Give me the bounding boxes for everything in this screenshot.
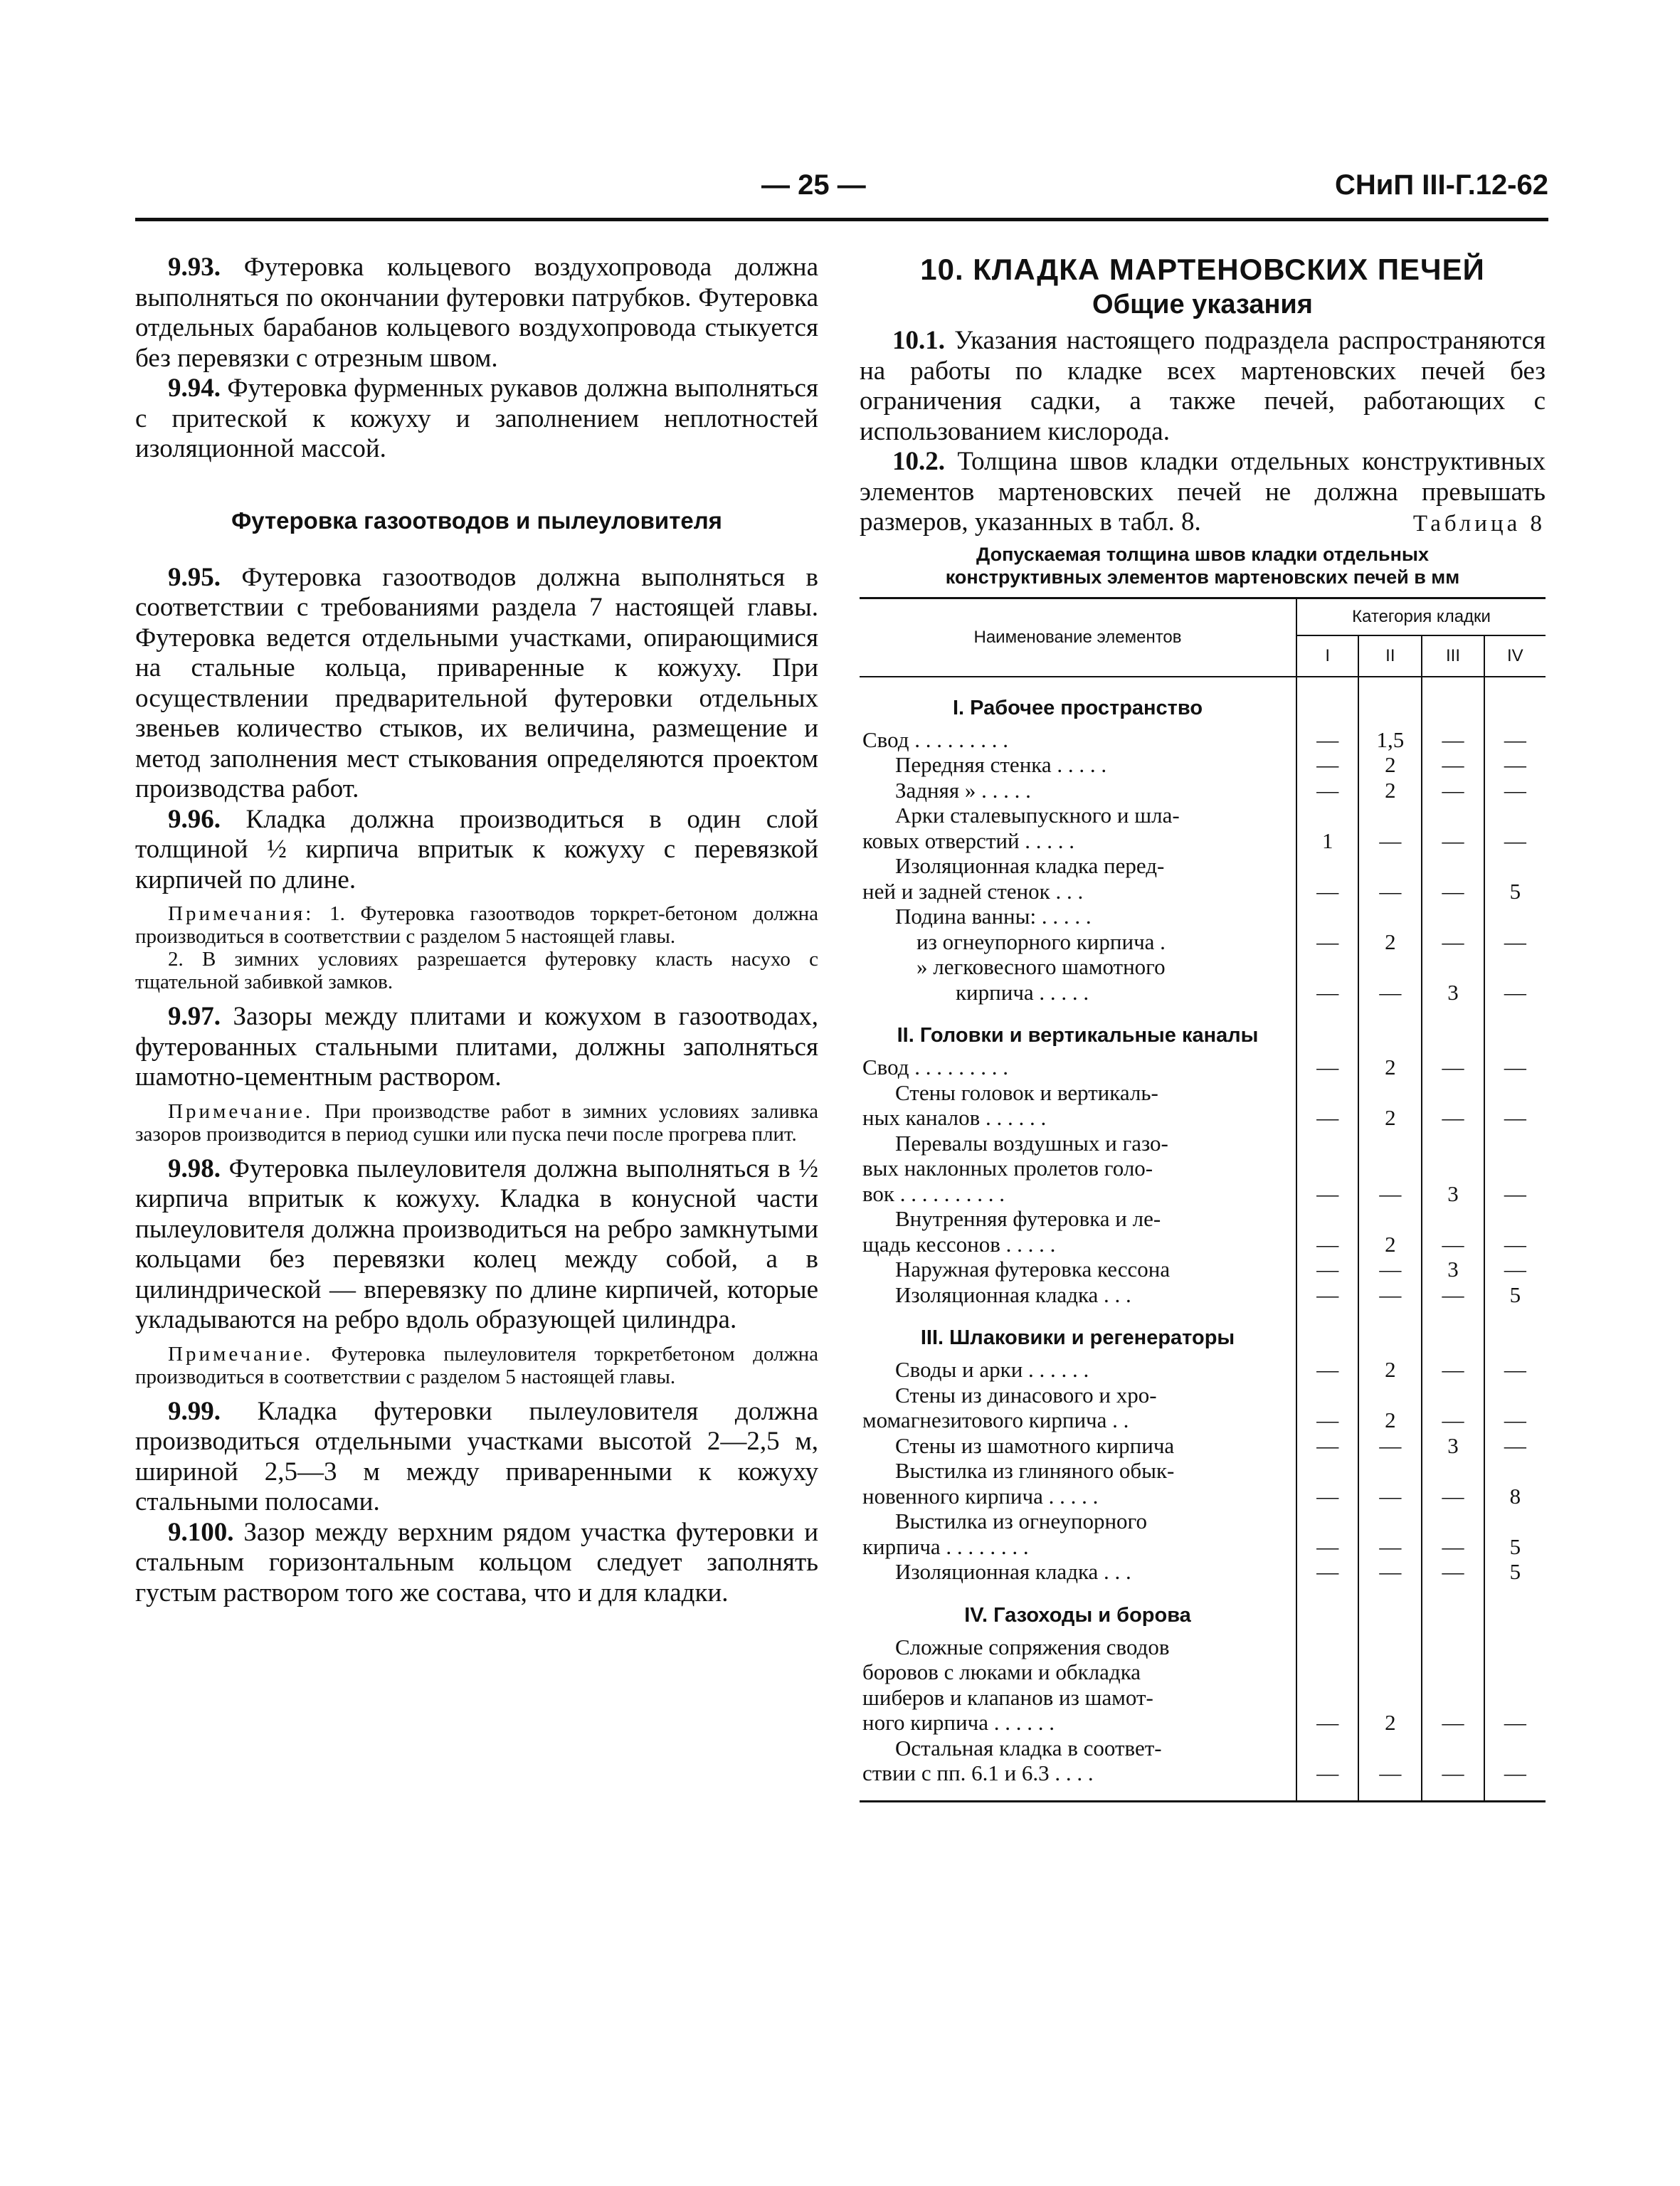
table-label: Таблица 8 [1412,510,1546,537]
paragraph-9-97: 9.97. Зазоры между плитами и кожухом в газоотводах, футерованных стальными плитами, должны заполняться шамотно-цементным раствором. [135,1002,819,1092]
table-row: Стены из шамотного кирпича — — 3 — [860,1433,1546,1459]
page-header [135,169,1548,212]
column-header-cat-3: III [1422,635,1484,676]
table-row: Своды и арки . . . . . . — 2 — — [860,1357,1546,1383]
table-group-row: III. Шлаковики и регенераторы [860,1307,1546,1357]
table-row: кирпича . . . . . — — 3 — [860,980,1546,1005]
paragraph-9-94: 9.94. Футеровка фурменных рукавов должна выполняться с притеской к кожуху и заполнением неплотностей изоляционной массой. [135,374,818,463]
table-row: Внутренняя футеровка и ле- [860,1206,1546,1232]
table-row: боровов с люками и обкладка [860,1659,1546,1685]
table-row: Свод . . . . . . . . . — 2 — — [860,1055,1546,1080]
column-header-category: Категория кладки [1296,598,1546,635]
table-row: Выстилка из огнеупорного [860,1509,1546,1534]
table-row: Задняя » . . . . . — 2 — — [860,778,1546,803]
document-code: СНиП III-Г.12-62 [1335,169,1548,201]
table-row: щадь кессонов . . . . . — 2 — — [860,1232,1546,1257]
table-row: ного кирпича . . . . . . — 2 — — [860,1710,1546,1736]
table-row: Стены из динасового и хро- [860,1383,1546,1408]
table-row: вых наклонных пролетов голо- [860,1156,1546,1181]
paragraph-10-1: 10.1. Указания настоящего подраздела распространяются на работы по кладке всех мартеновских печей без ограничения садки, а также печей, работающих с использованием кислорода. [860,326,1546,446]
table-row: ных каналов . . . . . . — 2 — — [860,1105,1546,1131]
table-row: Остальная кладка в соответ- [860,1736,1546,1761]
note-9-97: Примечание. При производстве работ в зимних условиях заливка зазоров производится в период сушки или пуска печи после прогрева плит. [135,1099,818,1146]
table-row: новенного кирпича . . . . . — — — 8 [860,1484,1546,1509]
table-group-row: I. Рабочее пространство [860,677,1546,727]
paragraph-9-99: 9.99. Кладка футеровки пылеуловителя должна производиться отдельными участками высотой 2—2,5 м, шириной 2,5—3 м между приваренными к кожуху стальными полосами. [135,1396,818,1516]
table-row: Наружная футеровка кессона — — 3 — [860,1257,1546,1282]
section-subtitle: Общие указания [1092,290,1313,320]
table-row: Изоляционная кладка . . . — — — 5 [860,1282,1546,1308]
table-row: Изоляционная кладка . . . — — — 5 [860,1559,1546,1585]
table-row: ней и задней стенок . . . — — — 5 [860,879,1546,904]
table-group-row: II. Головки и вертикальные каналы [860,1005,1546,1055]
table-row: кирпича . . . . . . . . — — — 5 [860,1534,1546,1560]
column-header-cat-1: I [1296,635,1358,676]
table-row: шиберов и клапанов из шамот- [860,1685,1546,1711]
table-row: вок . . . . . . . . . . — — 3 — [860,1181,1546,1207]
note-9-98: Примечание. Футеровка пылеуловителя торкретбетоном должна производиться в соответствии с разделом 5 настоящей главы. [135,1342,818,1388]
table-row: Перевалы воздушных и газо- [860,1131,1546,1156]
table-row: Выстилка из глиняного обык- [860,1458,1546,1484]
table-row: Стены головок и вертикаль- [860,1080,1546,1106]
joint-thickness-table [860,597,1546,1802]
table-row: Арки сталевыпускного и шла- [860,803,1546,828]
table-row: » легковесного шамотного [860,954,1546,980]
table-caption: Допускаемая толщина швов кладки отдельных конструктивных элементов мартеновских печей в мм [945,543,1460,588]
table-row: ствии с пп. 6.1 и 6.3 . . . . — — — — [860,1760,1546,1801]
table-row: из огнеупорного кирпича . — 2 — — [860,929,1546,955]
note-9-96-2: 2. В зимних условиях разрешается футеровку класть насухо с тщательной забивкой замков. [135,948,818,993]
table-row: Изоляционная кладка перед- [860,853,1546,879]
paragraph-9-93: 9.93. Футеровка кольцевого воздухопровода должна выполняться по окончании футеровки патрубков. Футеровка отдельных барабанов кольцевого воздухопровода стыкуется без перевязки с отрезным швом. [135,253,818,373]
paragraph-10-2: 10.2. Толщина швов кладки отдельных конструктивных элементов мартеновских печей не должна превышать размеров, указанных в табл. 8. [860,447,1546,537]
paragraph-9-100: 9.100. Зазор между верхним рядом участка футеровки и стальным горизонтальным кольцом следует заполнять густым раствором того же состава, что и для кладки. [135,1517,818,1607]
paragraph-9-96: 9.96. Кладка должна производиться в один слой толщиной ½ кирпича впритык к кожуху с перевязкой кирпичей по длине. [135,804,818,894]
right-column [860,253,1546,1802]
column-header-cat-2: II [1358,635,1422,676]
table-group-row: IV. Газоходы и борова [860,1585,1546,1635]
notes-9-96: Примечания: 1. Футеровка газоотводов торкрет-бетоном должна производиться в соответствии с разделом 5 настоящей главы. [135,902,818,948]
table-row: Передняя стенка . . . . . — 2 — — [860,752,1546,778]
table-row: ковых отверстий . . . . . 1 — — — [860,828,1546,854]
table-row: Подина ванны: . . . . . [860,904,1546,929]
table-row: Сложные сопряжения сводов [860,1635,1546,1660]
header-rule [135,218,1548,221]
column-header-name: Наименование элементов [860,598,1296,677]
page-number: — 25 — [761,169,866,201]
paragraph-9-95: 9.95. Футеровка газоотводов должна выполняться в соответствии с требованиями раздела 7 настоящей главы. Футеровка ведется отдельными участками, опирающимися на стальные кольца, приваренные к кожуху. При осуществлении предварительной футеровки отдельных звеньев количество стыков, их величина, размещение и метод заполнения мест стыкования определяются проектом производства работ. [135,562,818,803]
paragraph-9-98: 9.98. Футеровка пылеуловителя должна выполняться в ½ кирпича впритык к кожуху. Кладка в конусной части пылеуловителя должна производиться на ребро замкнутыми кольцами без перевязки колец между собой, а в цилиндрической — вперевязку по длине кирпичей, которые укладываются на ребро вдоль образующей цилиндра. [135,1153,818,1334]
column-header-cat-4: IV [1484,635,1546,676]
section-title: 10. КЛАДКА МАРТЕНОВСКИХ ПЕЧЕЙ [920,253,1485,286]
left-column [135,253,818,1608]
subsection-heading: Футеровка газоотводов и пылеуловителя [231,507,722,534]
table-row: Свод . . . . . . . . . — 1,5 — — [860,727,1546,753]
table-row: момагнезитового кирпича . . — 2 — — [860,1408,1546,1433]
